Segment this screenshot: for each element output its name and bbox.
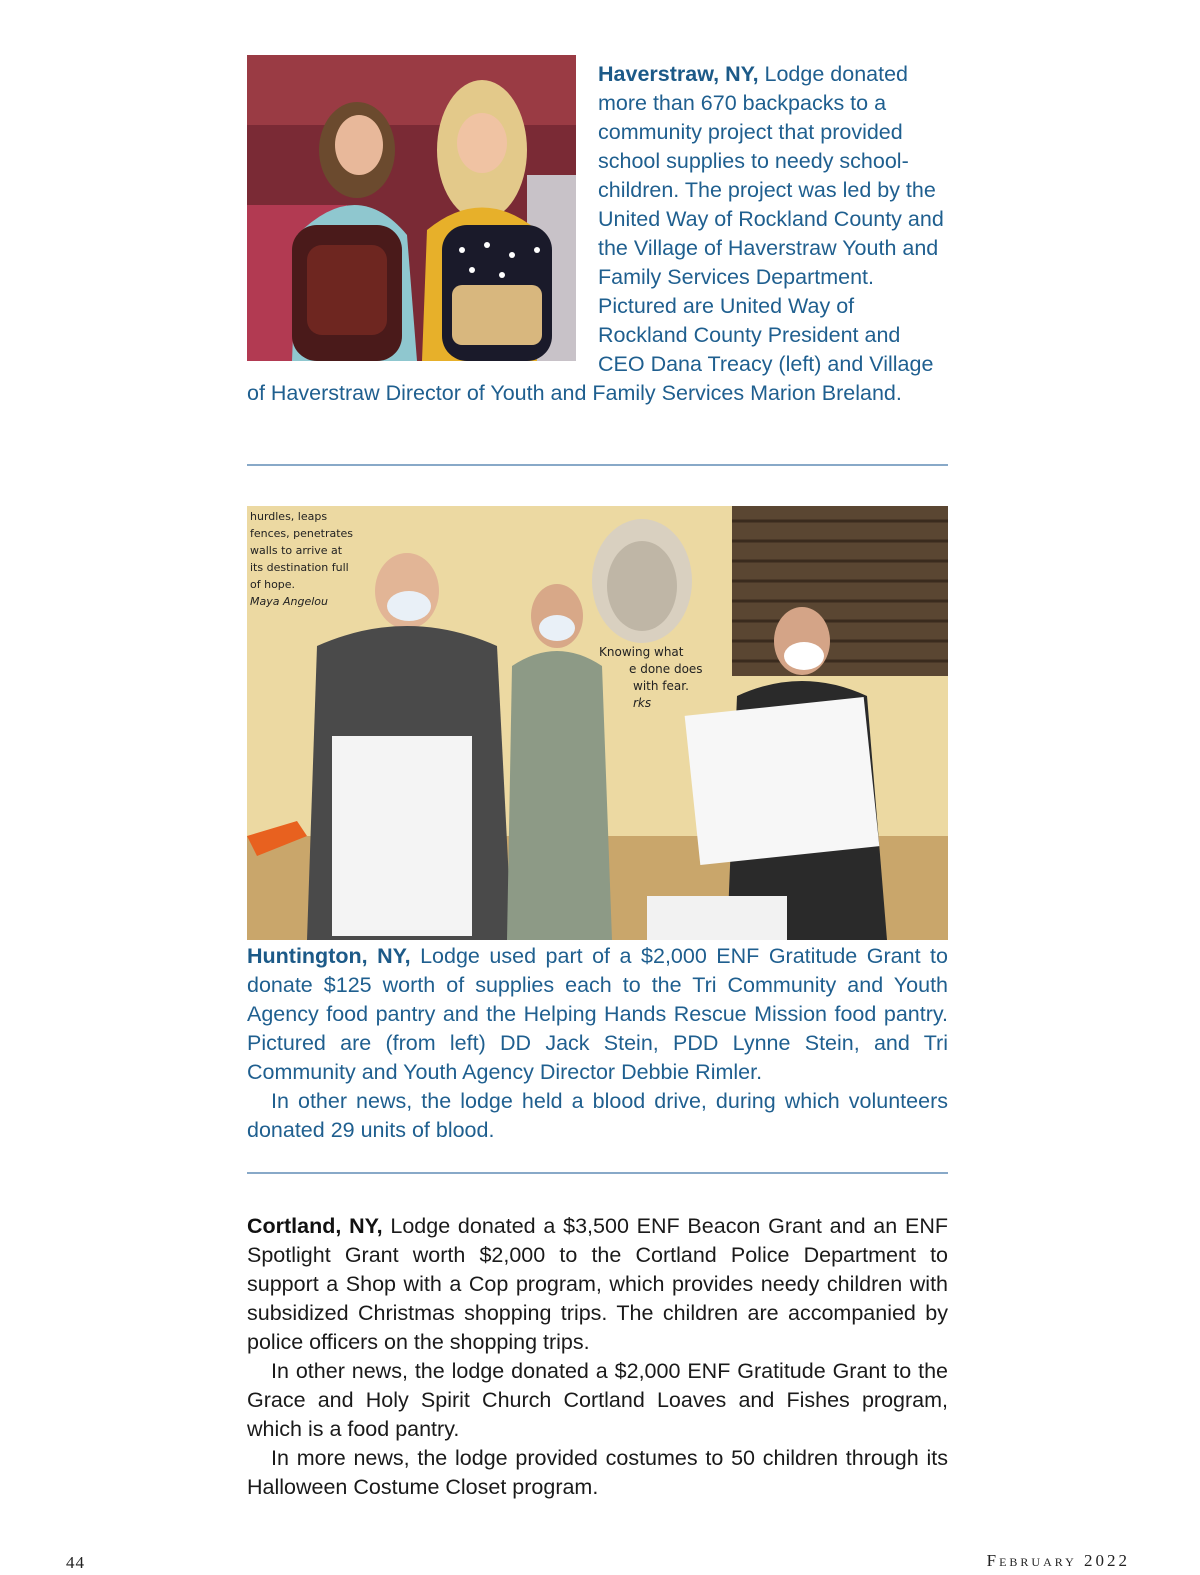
haverstraw-body: Lodge donated more than 670 backpacks to a community project that provided school supplies to needy school-children. The project was led by the United Way of Rockland County and the Village of Haverstraw Youth and Family Services Department. Pictured are United Way of Rockland County President and CEO Dana Treacy (left) and Village of Haverstraw Director of Youth and Family Services Marion Breland. <box>247 62 944 405</box>
huntington-body: Lodge used part of a $2,000 ENF Gratitude Grant to donate $125 worth of supplies each to the Tri Community and Youth Agency food pantry and the Helping Hands Rescue Mission food pantry. Pictured are (from left) DD Jack Stein, PDD Lynne Stein, and Tri Community and Youth Agency Director Debbie Rimler. <box>247 944 948 1084</box>
haverstraw-lead: Haverstraw, NY, <box>598 62 759 86</box>
issue-date: February 2022 <box>986 1551 1130 1570</box>
wall-quote-line: hurdles, leaps <box>250 510 328 523</box>
wall-quote-parks <box>599 644 703 712</box>
cortland-article <box>247 1212 948 1502</box>
wall-quote-line: e done does <box>629 662 703 676</box>
section-divider <box>247 464 948 466</box>
cortland-lead: Cortland, NY, <box>247 1214 383 1238</box>
wall-quote-line: rks <box>633 696 652 710</box>
wall-quote-line: of hope. <box>250 578 296 591</box>
section-divider <box>247 1172 948 1174</box>
wall-quote-line: with fear. <box>633 679 689 693</box>
wall-quote-line: Knowing what <box>599 645 684 659</box>
wall-quote-line: its destination full <box>250 561 349 574</box>
cortland-para-3: In more news, the lodge provided costumes to 50 children through its Halloween Costume Closet program. <box>247 1446 948 1499</box>
wall-quote-author: Maya Angelou <box>250 595 328 608</box>
wall-quote-line: fences, penetrates <box>250 527 354 540</box>
huntington-photo <box>247 506 948 940</box>
huntington-lead: Huntington, NY, <box>247 944 411 968</box>
wall-quote-angelou <box>250 508 353 610</box>
page-number: 44 <box>66 1553 85 1572</box>
wall-quote-line: walls to arrive at <box>250 544 343 557</box>
huntington-caption <box>247 942 948 1145</box>
haverstraw-caption <box>247 60 948 408</box>
huntington-para-2: In other news, the lodge held a blood drive, during which volunteers donated 29 units of blood. <box>247 1089 948 1142</box>
cortland-body: Lodge donated a $3,500 ENF Beacon Grant and an ENF Spotlight Grant worth $2,000 to the Cortland Police Department to support a Shop with a Cop program, which provides needy children with subsidized Christmas shopping trips. The children are accompanied by police officers on the shopping trips. <box>247 1214 948 1354</box>
cortland-para-2: In other news, the lodge donated a $2,000 ENF Gratitude Grant to the Grace and Holy Spirit Church Cortland Loaves and Fishes program, which is a food pantry. <box>247 1359 948 1441</box>
